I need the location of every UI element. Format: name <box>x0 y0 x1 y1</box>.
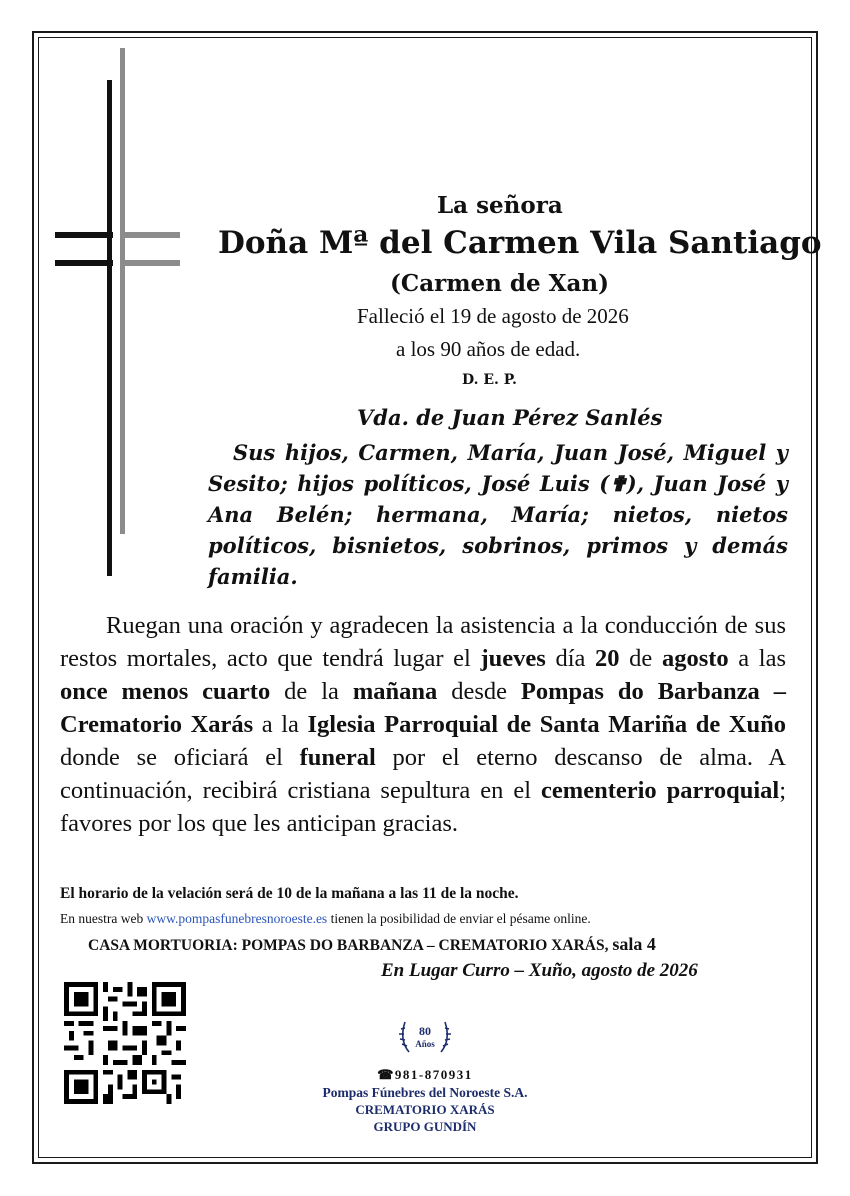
body-bold-time: once menos cuarto <box>60 678 271 705</box>
body-bold-month: agosto <box>661 645 729 672</box>
body-text: a la <box>253 711 308 738</box>
web-note-text: En nuestra web <box>60 911 147 926</box>
widow-line: Vda. de Juan Pérez Sanlés <box>357 405 663 430</box>
phone-icon: ☎ <box>377 1067 395 1082</box>
phone-number[interactable]: 981-870931 <box>394 1067 473 1082</box>
body-bold-morning: mañana <box>352 678 438 705</box>
relatives-text-1: Sus hijos, Carmen, María, Juan José, Miguel y Sesito; hijos políticos, José Luis ( <box>208 440 788 496</box>
mortuary-line <box>88 934 656 955</box>
body-bold-origin: Pompas do Barbanza – Crematorio Xarás <box>60 678 786 738</box>
title-line: La señora <box>437 192 563 219</box>
mortuary-text: CASA MORTUORIA: POMPAS DO BARBANZA – CREMATORIO XARÁS, <box>88 937 613 954</box>
body-text: desde <box>437 678 521 705</box>
body-bold-day: jueves <box>480 645 546 672</box>
age-line: a los 90 años de edad. <box>396 337 581 361</box>
relatives-paragraph <box>208 437 788 592</box>
anniversary-badge-icon <box>395 1010 455 1060</box>
rip-label: D. E. P. <box>462 372 517 388</box>
web-note-text: tienen la posibilidad de enviar el pésame online. <box>327 911 591 926</box>
badge-text: Años <box>415 1039 435 1049</box>
deceased-name: Doña Mª del Carmen Vila Santiago <box>218 225 822 261</box>
body-text: por el eterno descanso de alma. A continuación, recibirá cristiana sepultura en el <box>60 744 786 804</box>
group-name: GRUPO GUNDÍN <box>373 1119 477 1134</box>
body-text: ; favores por los que les anticipan gracias. <box>60 777 787 837</box>
relatives-text-2: ), Juan José y Ana Belén; hermana, María; nietos, nietos políticos, bisnietos, sobrinos, primos y demás familia. <box>208 471 788 589</box>
qr-code-icon[interactable] <box>64 982 186 1104</box>
body-bold-date: 20 <box>595 645 620 672</box>
crematorium-name: CREMATORIO XARÁS <box>355 1102 495 1117</box>
body-text: a las <box>728 645 787 672</box>
cross-symbol-icon: ✟ <box>609 471 627 496</box>
ceremony-paragraph <box>60 609 786 840</box>
company-name: Pompas Fúnebres del Noroeste S.A. <box>322 1085 528 1100</box>
body-bold-church: Iglesia Parroquial de Santa Mariña de Xuño <box>307 711 786 738</box>
body-text: de <box>619 645 662 672</box>
vigil-schedule: El horario de la velación será de 10 de la mañana a las 11 de la noche. <box>60 885 519 902</box>
body-bold-cemetery: cementerio parroquial <box>541 777 780 804</box>
nickname: (Carmen de Xan) <box>390 270 609 297</box>
web-note <box>60 911 591 927</box>
body-text: día <box>545 645 596 672</box>
body-bold-funeral: funeral <box>299 744 376 771</box>
website-link[interactable]: www.pompasfunebresnoroeste.es <box>146 911 328 926</box>
phone-line <box>300 1067 550 1083</box>
room-label: sala 4 <box>612 934 656 954</box>
company-block <box>300 1010 550 1135</box>
body-text: de la <box>270 678 353 705</box>
place-date: En Lugar Curro – Xuño, agosto de 2026 <box>381 960 698 981</box>
badge-number: 80 <box>419 1024 431 1038</box>
death-date: Falleció el 19 de agosto de 2026 <box>357 304 629 328</box>
body-text: Ruegan una oración y agradecen la asistencia a la conducción de sus restos mortales, acto que tendrá lugar el <box>60 612 786 672</box>
body-text: donde se oficiará el <box>60 744 300 771</box>
